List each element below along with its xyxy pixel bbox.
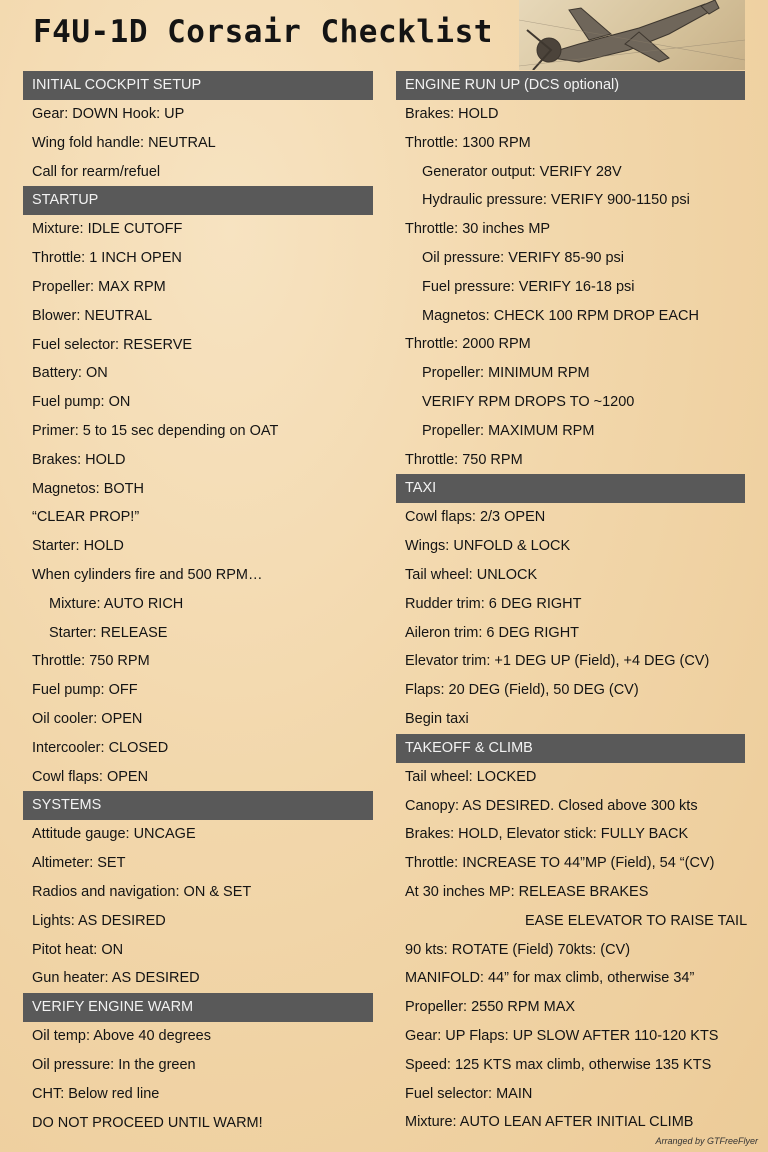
checklist-item: Fuel selector: RESERVE <box>32 336 193 353</box>
checklist-item: Throttle: 1300 RPM <box>405 134 531 151</box>
checklist-item: Starter: RELEASE <box>49 624 168 641</box>
section-header-engine-run-up: ENGINE RUN UP (DCS optional) <box>396 71 745 100</box>
checklist-item: Radios and navigation: ON & SET <box>32 883 252 900</box>
left-column <box>23 71 373 1137</box>
checklist-item: Oil pressure: VERIFY 85-90 psi <box>422 249 625 266</box>
section-header-systems: SYSTEMS <box>23 791 373 820</box>
checklist-item: Rudder trim: 6 DEG RIGHT <box>405 595 582 612</box>
checklist-item: Altimeter: SET <box>32 855 126 872</box>
checklist-item: Throttle: 30 inches MP <box>405 221 551 238</box>
checklist-item: Battery: ON <box>32 365 108 382</box>
checklist-item: Begin taxi <box>405 710 469 727</box>
checklist-item: Oil pressure: In the green <box>32 1056 196 1073</box>
checklist-item: Throttle: 2000 RPM <box>405 336 531 353</box>
corsair-aircraft-icon <box>519 0 745 70</box>
checklist-item: Throttle: INCREASE TO 44”MP (Field), 54 “(CV) <box>405 855 715 872</box>
checklist-item: Mixture: AUTO RICH <box>49 595 184 612</box>
checklist-item: Fuel pressure: VERIFY 16-18 psi <box>422 278 635 295</box>
section-header-startup: STARTUP <box>23 186 373 215</box>
checklist-item: Magnetos: CHECK 100 RPM DROP EACH <box>422 307 699 324</box>
checklist-item: Elevator trim: +1 DEG UP (Field), +4 DEG (CV) <box>405 653 710 670</box>
credit-text: Arranged by GTFreeFlyer <box>655 1136 758 1146</box>
checklist-item: MANIFOLD: 44” for max climb, otherwise 34” <box>405 970 695 987</box>
checklist-item: Generator output: VERIFY 28V <box>422 163 622 180</box>
checklist-item: Gear: DOWN Hook: UP <box>32 106 185 122</box>
checklist-item: Hydraulic pressure: VERIFY 900-1150 psi <box>422 192 690 209</box>
checklist-item: Propeller: MINIMUM RPM <box>422 365 590 382</box>
checklist-item: Wing fold handle: NEUTRAL <box>32 134 216 151</box>
checklist-item: Blower: NEUTRAL <box>32 307 153 324</box>
checklist-item: Aileron trim: 6 DEG RIGHT <box>405 624 580 641</box>
section-header-takeoff-climb: TAKEOFF & CLIMB <box>396 734 745 763</box>
checklist-item: Gun heater: AS DESIRED <box>32 970 200 987</box>
checklist-item: Cowl flaps: OPEN <box>32 768 149 785</box>
checklist-item: Primer: 5 to 15 sec depending on OAT <box>32 422 279 439</box>
checklist-item: EASE ELEVATOR TO RAISE TAIL <box>525 912 748 929</box>
checklist-item: Brakes: HOLD, Elevator stick: FULLY BACK <box>405 826 689 843</box>
checklist-item: At 30 inches MP: RELEASE BRAKES <box>405 883 649 900</box>
checklist-item: Magnetos: BOTH <box>32 480 145 497</box>
checklist-item: Gear: UP Flaps: UP SLOW AFTER 110-120 KTS <box>405 1027 719 1044</box>
checklist-item: Canopy: AS DESIRED. Closed above 300 kts <box>405 797 698 814</box>
checklist-item: Intercooler: CLOSED <box>32 739 169 756</box>
checklist-item: Fuel pump: ON <box>32 394 131 411</box>
checklist-item: Throttle: 1 INCH OPEN <box>32 250 182 267</box>
section-header-initial-cockpit-setup: INITIAL COCKPIT SETUP <box>23 71 373 100</box>
checklist-item: Propeller: 2550 RPM MAX <box>405 999 576 1016</box>
checklist-item: Mixture: AUTO LEAN AFTER INITIAL CLIMB <box>405 1114 694 1131</box>
checklist-item: Speed: 125 KTS max climb, otherwise 135 KTS <box>405 1056 712 1073</box>
checklist-item: Oil cooler: OPEN <box>32 710 143 727</box>
checklist-item: Fuel selector: MAIN <box>405 1085 533 1102</box>
checklist-item: VERIFY RPM DROPS TO ~1200 <box>422 393 635 410</box>
checklist-item: Mixture: IDLE CUTOFF <box>32 221 183 238</box>
checklist-item: Brakes: HOLD <box>405 106 499 122</box>
checklist-item: “CLEAR PROP!” <box>32 509 140 526</box>
checklist-item: Oil temp: Above 40 degrees <box>32 1028 211 1045</box>
checklist-item: Fuel pump: OFF <box>32 682 138 699</box>
checklist-item: Wings: UNFOLD & LOCK <box>405 538 571 555</box>
checklist-item: Throttle: 750 RPM <box>32 653 150 670</box>
checklist-item: Propeller: MAXIMUM RPM <box>422 422 595 439</box>
checklist-item: Call for rearm/refuel <box>32 163 161 180</box>
page-title: F4U-1D Corsair Checklist <box>33 14 493 50</box>
checklist-item: Throttle: 750 RPM <box>405 451 523 468</box>
section-header-verify-engine-warm: VERIFY ENGINE WARM <box>23 993 373 1022</box>
checklist-item: Tail wheel: UNLOCK <box>405 566 538 583</box>
checklist-item: Propeller: MAX RPM <box>32 278 166 295</box>
checklist-item: DO NOT PROCEED UNTIL WARM! <box>32 1114 263 1131</box>
right-column <box>396 71 748 1137</box>
checklist-item: When cylinders fire and 500 RPM… <box>32 566 263 583</box>
checklist-item: Brakes: HOLD <box>32 451 126 468</box>
checklist-item: CHT: Below red line <box>32 1085 160 1102</box>
section-header-taxi: TAXI <box>396 474 745 503</box>
checklist-item: Flaps: 20 DEG (Field), 50 DEG (CV) <box>405 682 639 699</box>
checklist-item: Starter: HOLD <box>32 538 124 555</box>
checklist-item: 90 kts: ROTATE (Field) 70kts: (CV) <box>405 941 631 958</box>
checklist-item: Tail wheel: LOCKED <box>405 768 537 785</box>
checklist-item: Cowl flaps: 2/3 OPEN <box>405 509 546 526</box>
checklist-item: Pitot heat: ON <box>32 941 124 958</box>
checklist-item: Lights: AS DESIRED <box>32 912 166 929</box>
checklist-item: Attitude gauge: UNCAGE <box>32 826 196 843</box>
